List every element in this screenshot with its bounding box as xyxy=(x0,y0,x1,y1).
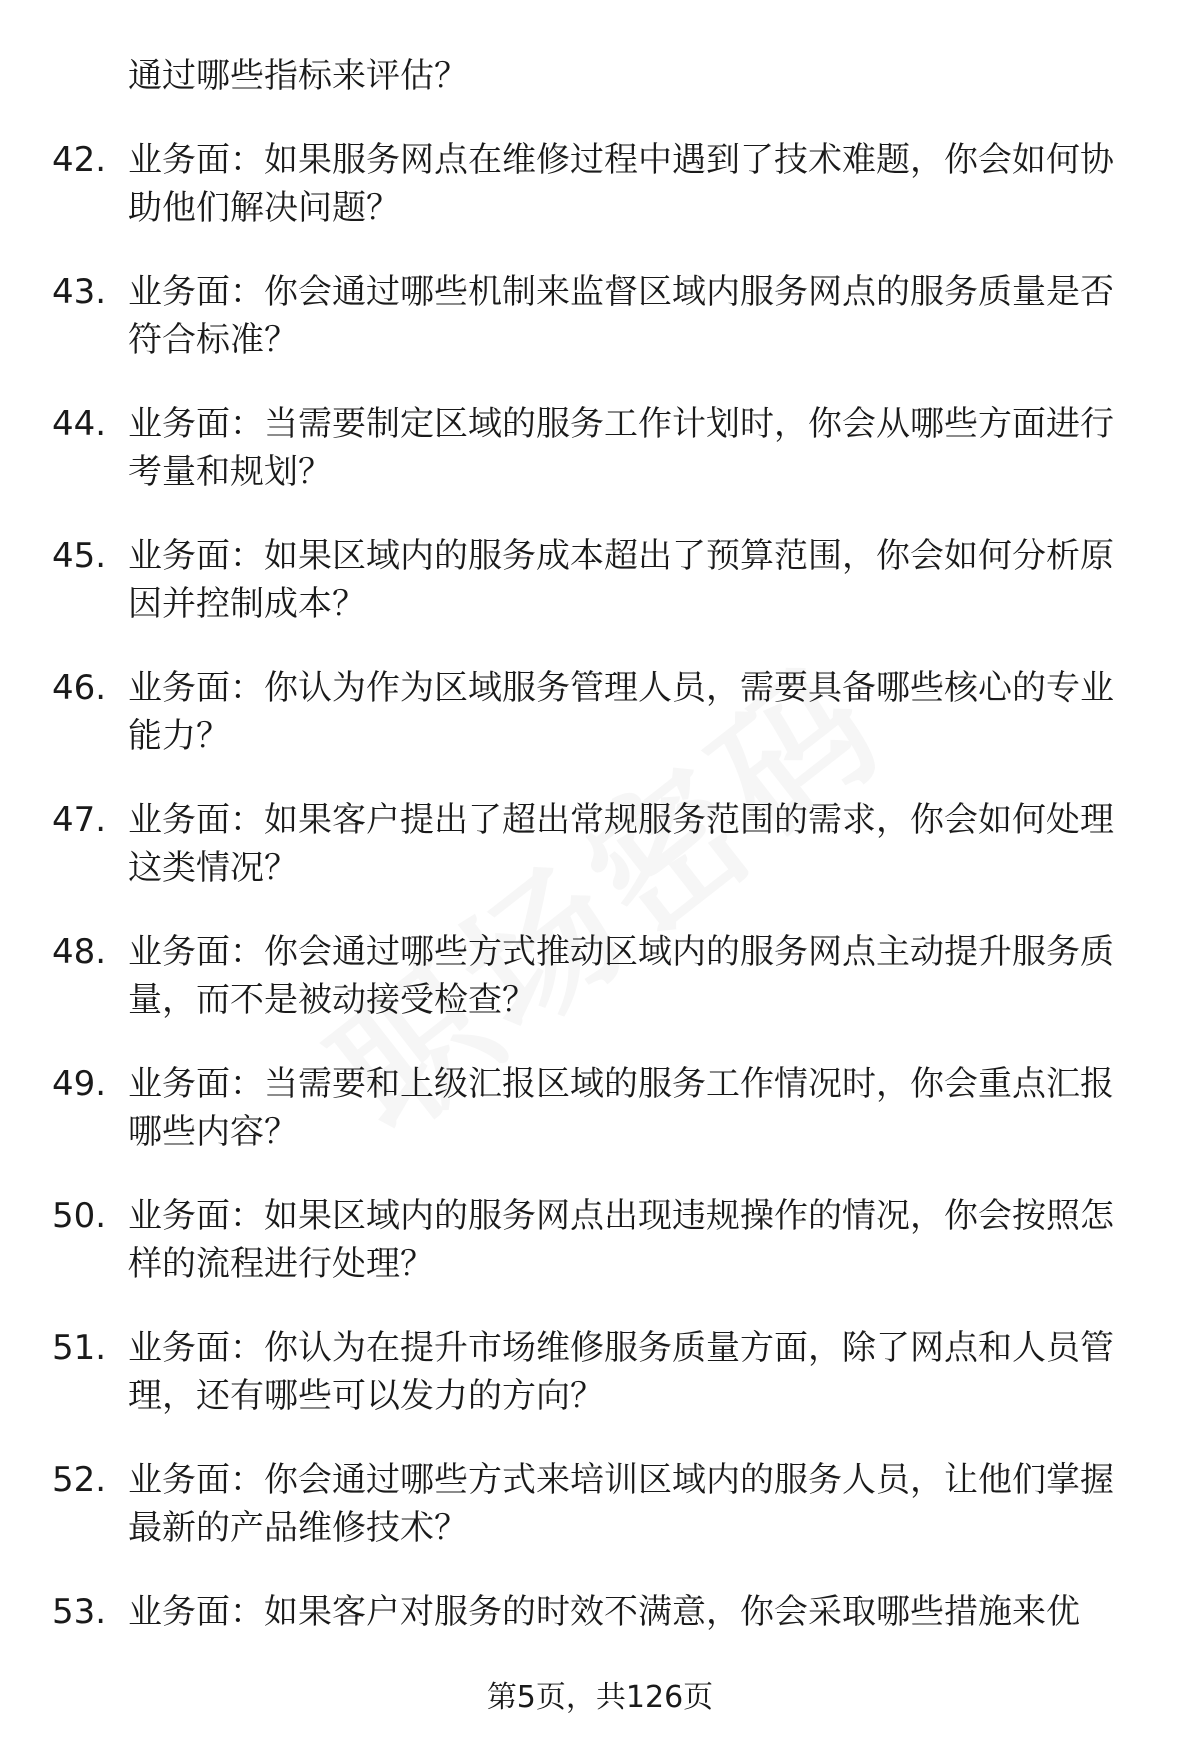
question-number: 49. xyxy=(52,1064,107,1104)
question-list xyxy=(0,52,1200,1636)
question-item xyxy=(0,1456,1200,1552)
question-text: 业务面：你会通过哪些方式推动区域内的服务网点主动提升服务质量，而不是被动接受检查？ xyxy=(128,932,1114,1020)
question-number: 48. xyxy=(52,932,107,972)
question-item xyxy=(0,400,1200,496)
question-number: 43. xyxy=(52,272,107,312)
question-text: 业务面：当需要制定区域的服务工作计划时，你会从哪些方面进行考量和规划？ xyxy=(128,404,1114,492)
question-item xyxy=(0,796,1200,892)
question-item xyxy=(0,1324,1200,1420)
question-number: 53. xyxy=(52,1592,107,1632)
question-text: 业务面：你认为在提升市场维修服务质量方面，除了网点和人员管理，还有哪些可以发力的方向？ xyxy=(128,1328,1114,1416)
question-item xyxy=(0,1060,1200,1156)
question-text: 业务面：你会通过哪些机制来监督区域内服务网点的服务质量是否符合标准？ xyxy=(128,272,1114,360)
question-text: 业务面：当需要和上级汇报区域的服务工作情况时，你会重点汇报哪些内容？ xyxy=(128,1064,1114,1152)
question-item xyxy=(0,928,1200,1024)
question-item xyxy=(0,664,1200,760)
question-item xyxy=(0,1192,1200,1288)
question-number: 51. xyxy=(52,1328,107,1368)
question-number: 47. xyxy=(52,800,107,840)
question-number: 44. xyxy=(52,404,107,444)
question-text: 业务面：如果服务网点在维修过程中遇到了技术难题，你会如何协助他们解决问题？ xyxy=(128,140,1114,228)
question-item xyxy=(0,532,1200,628)
question-text: 通过哪些指标来评估？ xyxy=(128,56,468,96)
question-text: 业务面：如果区域内的服务成本超出了预算范围，你会如何分析原因并控制成本？ xyxy=(128,536,1114,624)
question-number: 42. xyxy=(52,140,107,180)
question-number: 52. xyxy=(52,1460,107,1500)
question-number: 50. xyxy=(52,1196,107,1236)
page-footer: 第5页，共126页 xyxy=(486,1680,714,1715)
question-text: 业务面：如果客户对服务的时效不满意，你会采取哪些措施来优 xyxy=(128,1592,1080,1632)
question-item xyxy=(0,268,1200,364)
question-continuation xyxy=(0,52,1200,100)
question-number: 46. xyxy=(52,668,107,708)
question-number: 45. xyxy=(52,536,107,576)
question-text: 业务面：如果客户提出了超出常规服务范围的需求，你会如何处理这类情况？ xyxy=(128,800,1114,888)
question-text: 业务面：如果区域内的服务网点出现违规操作的情况，你会按照怎样的流程进行处理？ xyxy=(128,1196,1114,1284)
question-item xyxy=(0,136,1200,232)
question-item xyxy=(0,1588,1200,1636)
question-text: 业务面：你会通过哪些方式来培训区域内的服务人员，让他们掌握最新的产品维修技术？ xyxy=(128,1460,1114,1548)
question-text: 业务面：你认为作为区域服务管理人员，需要具备哪些核心的专业能力？ xyxy=(128,668,1114,756)
